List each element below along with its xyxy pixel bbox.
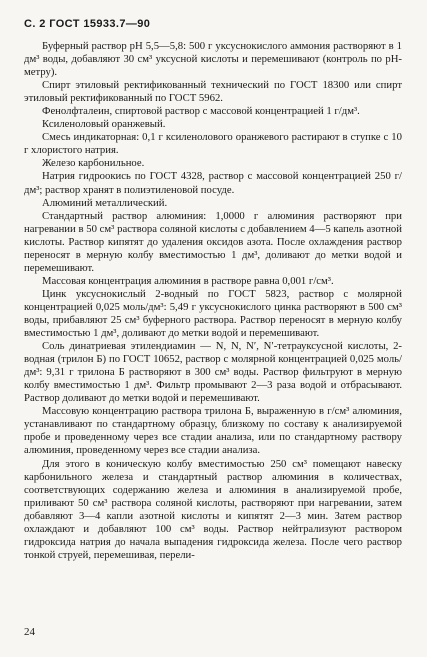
paragraph-indicator-mixture: Смесь индикаторная: 0,1 г ксиленолового оранжевого растирают в ступке с 10 г хлористого натрия.	[24, 131, 402, 157]
paragraph-phenolphthalein: Фенолфталеин, спиртовой раствор с массовой концентрацией 1 г/дм³.	[42, 105, 360, 118]
paragraph-carbonyl-iron: Железо карбонильное.	[42, 157, 145, 170]
paragraph-procedure: Для этого в коническую колбу вместимостью 250 см³ помещают навеску карбонильного железа и стандартный раствор алюминия в количествах, соответствующих содержанию железа и алюминия в анализируемой пробе, приливают 50 см³ раствора соляной кислоты, растворяют при нагревании, затем добавляют 3—4 капли азотной кислоты и кипятят 2—3 мин. Затем раствор охлаждают и добавляют 100 см³ воды. Раствор нейтрализуют раствором гидроксида натрия до начала выпадения гидроксида железа. После чего раствор тонкой струей, перемешивая, перели-	[24, 457, 402, 561]
paragraph-sodium-hydroxide: Натрия гидроокись по ГОСТ 4328, раствор с массовой концентрацией 250 г/дм³; раствор хранят в полиэтиленовой посуде.	[24, 170, 402, 196]
paragraph-trilon-b: Соль динатриевая этилендиамин — N, N, N′, N′-тетрауксусной кислоты, 2-водная (трилон Б) по ГОСТ 10652, раствор с молярной концентрацией 0,025 моль/дм³: 9,31 г трилона Б растворяют в 300 см³ воды. Раствор фильтруют в мерную колбу вместимостью 1 дм³. Фильтр промывают 2—3 раза водой и отбрасывают. Раствор доливают до метки водой и перемешивают.	[24, 340, 402, 405]
page-header: С. 2 ГОСТ 15933.7—90	[24, 18, 151, 30]
page-number: 24	[24, 626, 35, 638]
document-body	[24, 40, 402, 562]
paragraph-aluminium-metal: Алюминий металлический.	[42, 196, 168, 209]
paragraph-xylenol-orange: Ксиленоловый оранжевый.	[42, 118, 166, 131]
paragraph-zinc-acetate: Цинк уксуснокислый 2-водный по ГОСТ 5823, раствор с молярной концентрацией 0,025 моль/дм³: 5,49 г уксуснокислого цинка растворяют в 500 см³ воды, прибавляют 25 см³ буферного раствора. Раствор переносят в мерную колбу вместимостью 1 дм³, доливают до метки водой и перемешивают.	[24, 287, 402, 340]
paragraph-buffer-solution: Буферный раствор pH 5,5—5,8: 500 г уксуснокислого аммония растворяют в 1 дм³ воды, добавляют 30 см³ уксусной кислоты и перемешивают (контроль по pH-метру).	[24, 40, 402, 79]
paragraph-aluminium-concentration: Массовая концентрация алюминия в растворе равна 0,001 г/см³.	[42, 274, 334, 287]
paragraph-aluminium-standard: Стандартный раствор алюминия: 1,0000 г алюминия растворяют при нагревании в 50 см³ раствора соляной кислоты с добавлением 4—5 капель азотной кислоты. Раствор кипятят до удаления оксидов азота. После охлаждения раствор переносят в мерную колбу вместимостью 1 дм³, доливают до метки водой и перемешивают.	[24, 209, 402, 274]
paragraph-ethyl-alcohol: Спирт этиловый ректификованный технический по ГОСТ 18300 или спирт этиловый ректификованный по ГОСТ 5962.	[24, 79, 402, 105]
paragraph-trilon-concentration: Массовую концентрацию раствора трилона Б, выраженную в г/см³ алюминия, устанавливают по стандартному образцу, близкому по составу к анализируемой пробе и проведенному через все стадии анализа, или по стандартному раствору алюминия, проведенному через все стадии анализа.	[24, 405, 402, 457]
